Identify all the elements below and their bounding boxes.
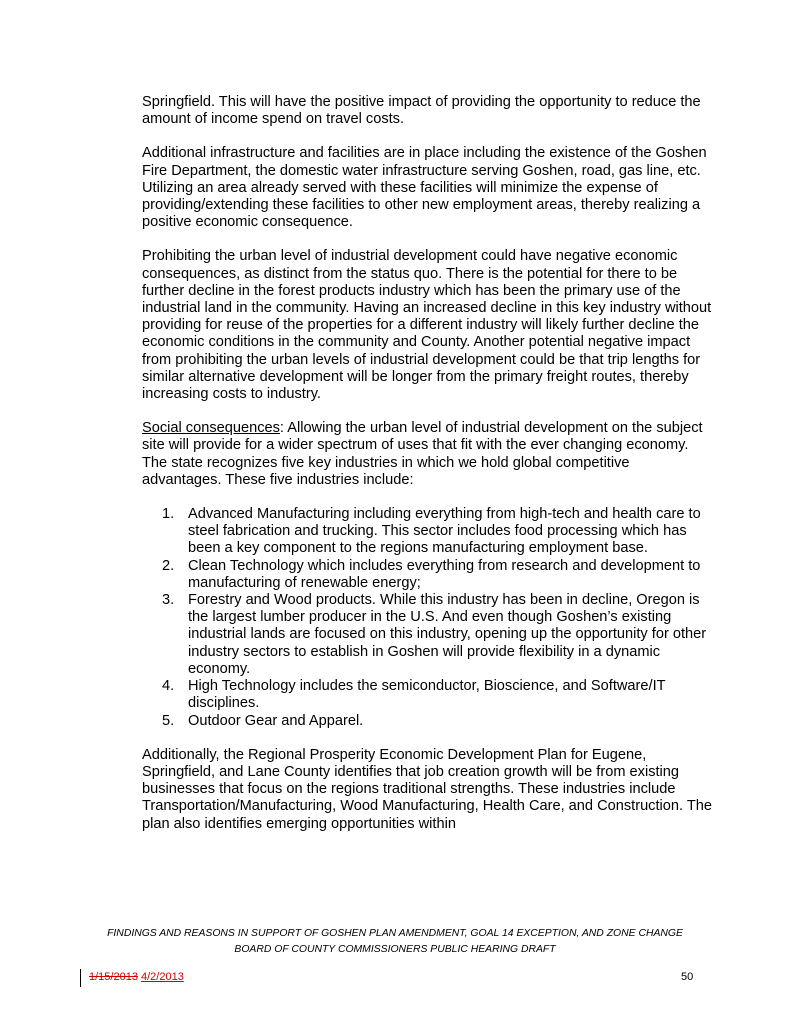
revision-bar [80, 969, 81, 987]
list-item: 1. Advanced Manufacturing including everything from high-tech and health care to steel fabrication and trucking. This sector includes food processing which has been a key component to the regions manufacturing employment base. [162, 506, 701, 557]
page-footer [80, 926, 710, 958]
list-item: 5. Outdoor Gear and Apparel. [162, 712, 364, 729]
paragraph-travel-costs: Springfield. This will have the positive impact of providing the opportunity to reduce the amount of income spend on travel costs. [142, 94, 701, 128]
list-item: 4. High Technology includes the semiconductor, Bioscience, and Software/IT disciplines. [162, 678, 666, 712]
page-number: 50 [681, 971, 694, 983]
paragraph-infrastructure: Additional infrastructure and facilities are in place including the existence of the Goshen Fire Department, the domestic water infrastructure serving Goshen, road, gas line, etc. Utilizing an area already served with these facilities will minimize the expense of providing/extending these facilities to other new employment areas, thereby realizing a positive economic consequence. [142, 145, 707, 231]
document-body [142, 94, 712, 850]
paragraph-regional-prosperity: Additionally, the Regional Prosperity Economic Development Plan for Eugene, Springfield, and Lane County identifies that job creation growth will be from existing businesses that focus on the regions traditional strengths. These industries include Transportation/Manufacturing, Wood Manufacturing, Health Care, and Construction. The plan also identifies emerging opportunities within [142, 746, 713, 832]
social-consequences-heading: Social consequences [142, 420, 280, 437]
list-item: 3. Forestry and Wood products. While this industry has been in decline, Oregon is the largest lumber producer in the U.S. And even though Goshen’s existing industrial lands are focused on this industry, opening up the opportunity for other industry sectors to establish in Goshen will provide flexibility in a dynamic economy. [162, 592, 707, 677]
footer-title-line: FINDINGS AND REASONS IN SUPPORT OF GOSHEN PLAN AMENDMENT, GOAL 14 EXCEPTION, AND ZONE CHANGE [107, 928, 683, 939]
industries-list [142, 506, 712, 730]
list-item: 2. Clean Technology which includes everything from research and development to manufacturing of renewable energy; [162, 557, 701, 591]
paragraph-social-consequences [142, 420, 712, 489]
footer-date [89, 971, 184, 983]
social-consequences-text: : Allowing the urban level of industrial development on the subject site will provide for a wider spectrum of uses that fit with the ever changing economy. The state recognizes five key industries in which we hold global competitive advantages. These five industries include: [142, 420, 703, 488]
footer-subtitle-line: BOARD OF COUNTY COMMISSIONERS PUBLIC HEARING DRAFT [234, 944, 556, 955]
paragraph-negative-consequences: Prohibiting the urban level of industrial development could have negative economic consequences, as distinct from the status quo. There is the potential for there to be further decline in the forest products industry which has been the primary use of the industrial land in the community. Having an increased decline in this key industry without providing for reuse of the properties for a different industry will likely further decline the economic conditions in the community and County. Another potential negative impact from prohibiting the urban levels of industrial development could be that trip lengths for similar alternative development will be longer from the primary freight routes, thereby increasing costs to industry. [142, 248, 712, 403]
new-date: 4/2/2013 [141, 971, 184, 983]
old-date: 1/15/2013 [89, 971, 138, 983]
